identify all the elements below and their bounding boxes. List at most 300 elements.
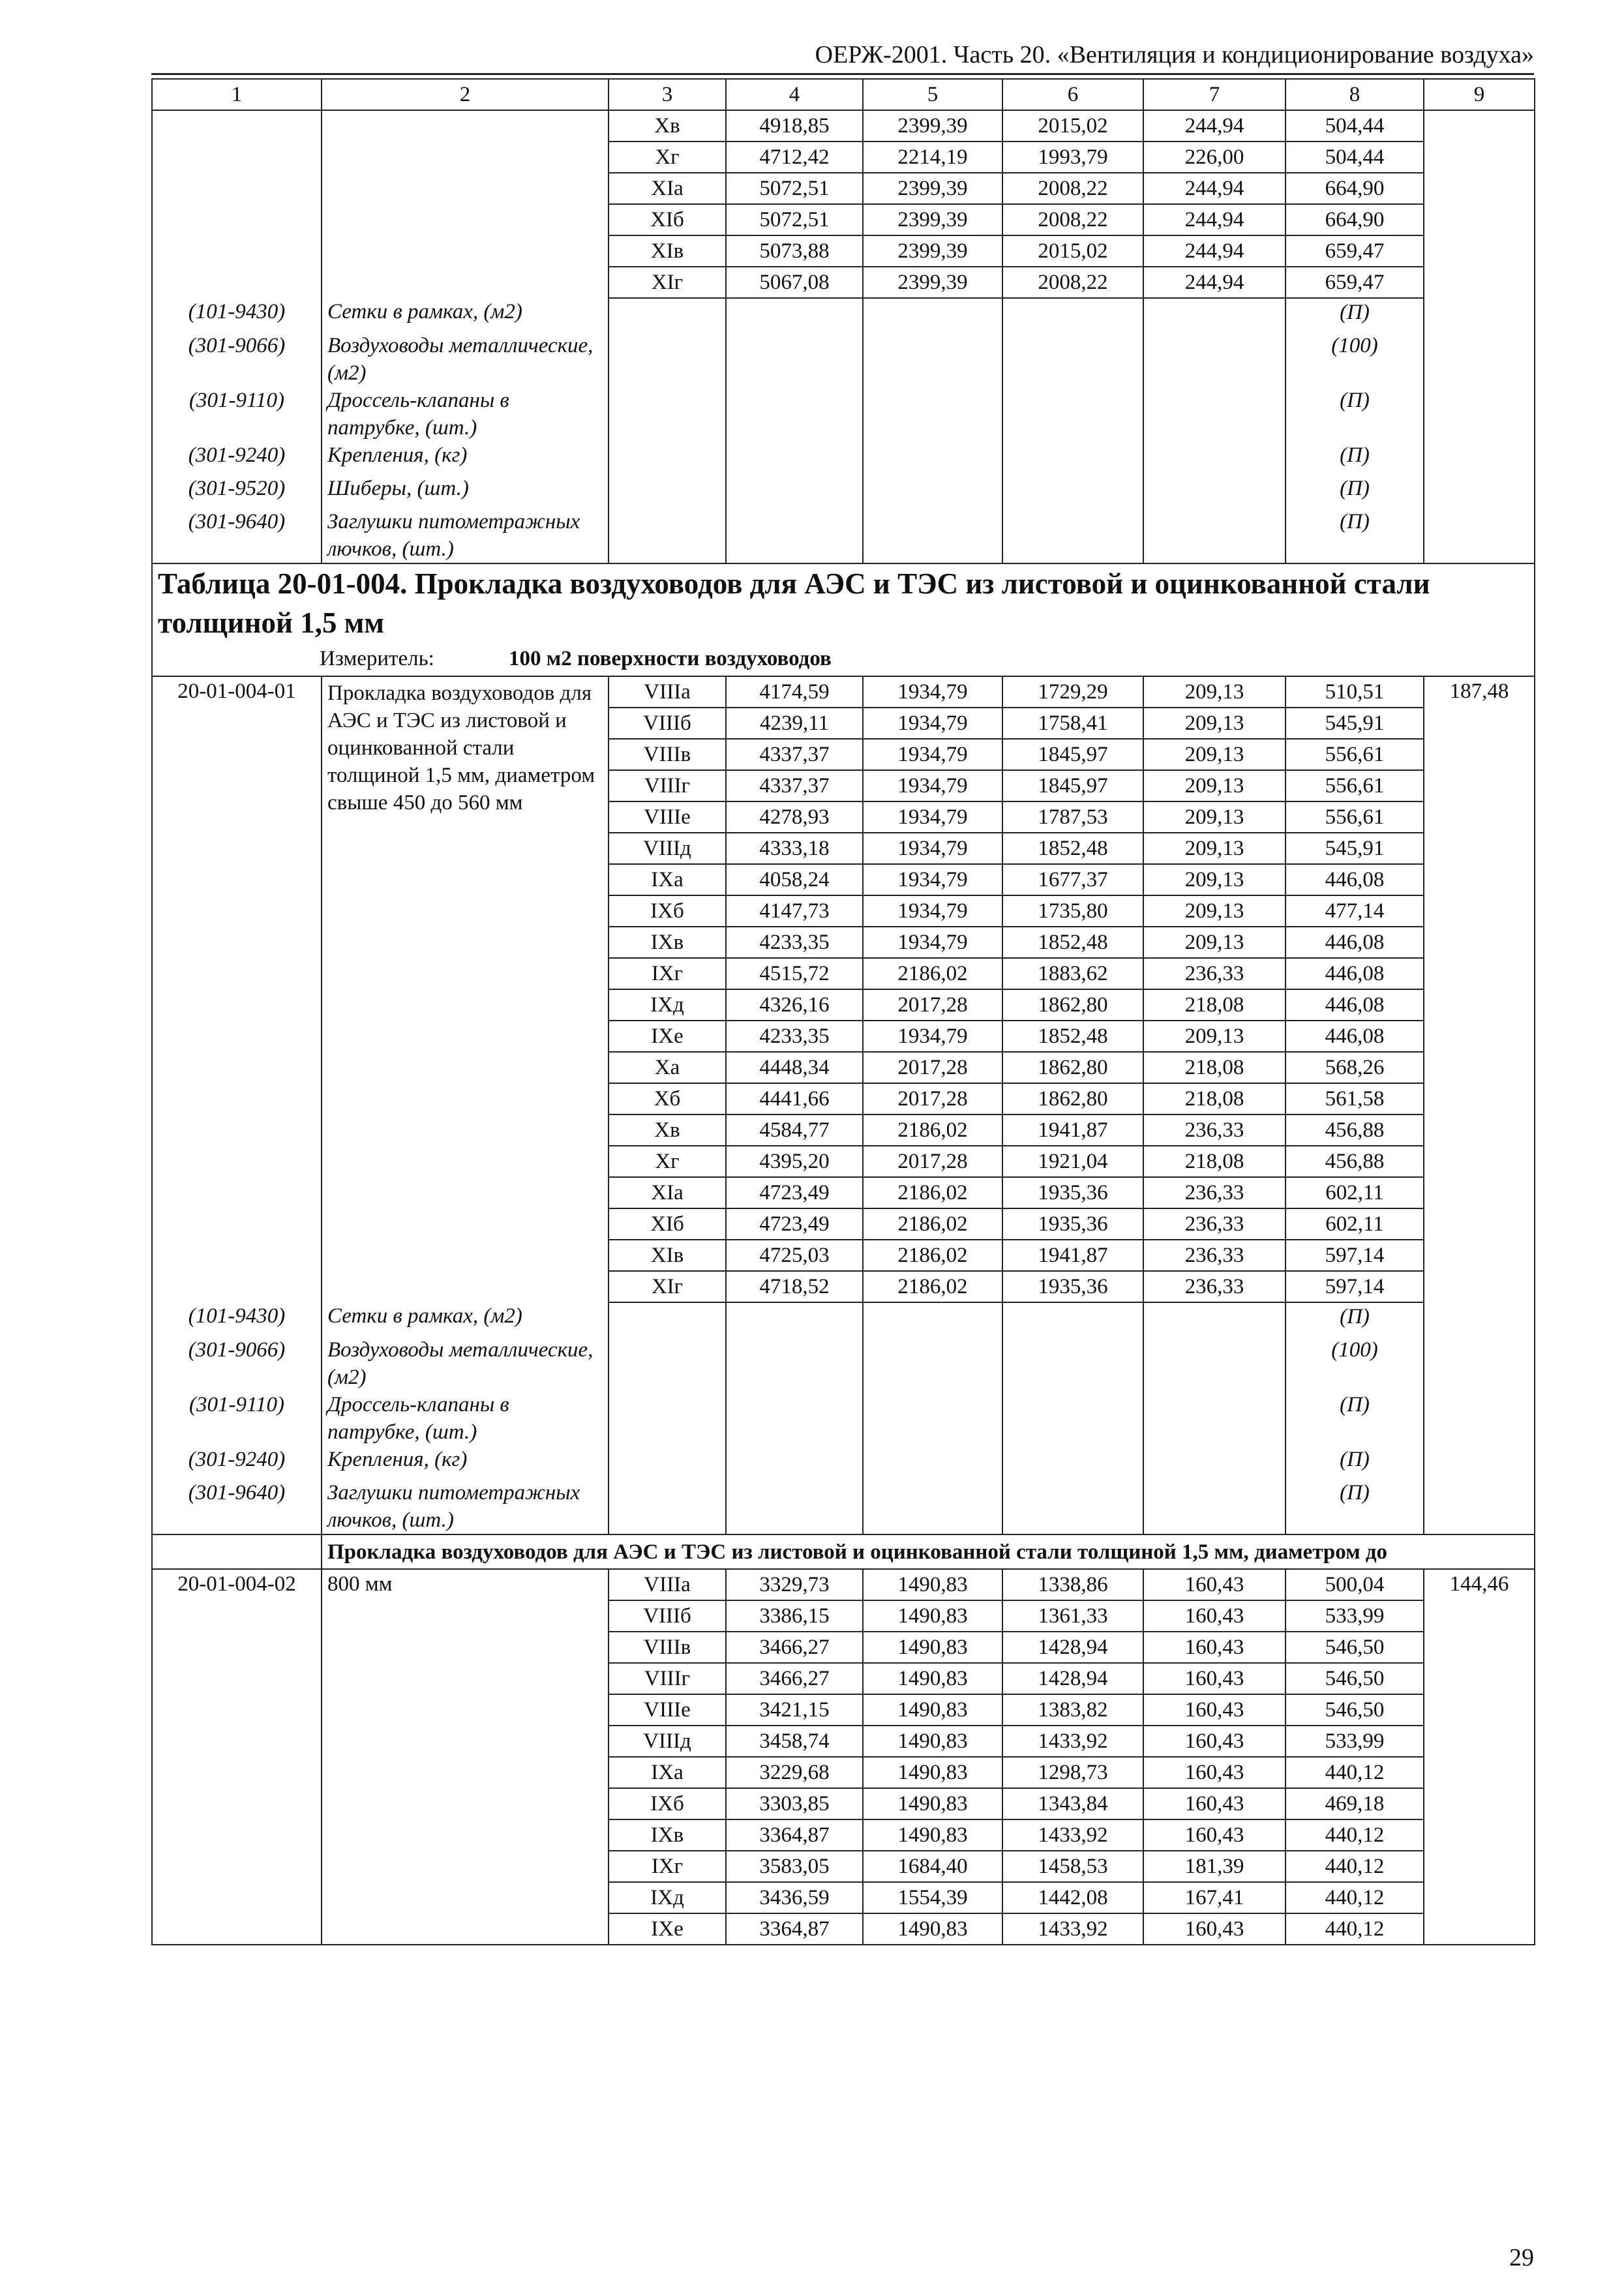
resource-name: Воздуховоды металлические, (м2) [322, 1336, 609, 1391]
zone-cell: VIIIа [609, 676, 726, 708]
rates-table [151, 78, 1535, 1945]
resource-row [152, 475, 1535, 508]
table-title-row [152, 563, 1535, 642]
value-cell: 218,08 [1143, 1083, 1286, 1115]
empty-cell [1424, 1479, 1535, 1534]
zone-cell: XIб [609, 204, 726, 235]
value-cell: 160,43 [1143, 1726, 1286, 1757]
value-cell: 1934,79 [863, 833, 1002, 864]
empty-cell [863, 1446, 1002, 1479]
resource-row [152, 298, 1535, 332]
empty-cell [609, 332, 726, 387]
column-number: 5 [863, 79, 1002, 110]
value-cell: 1758,41 [1002, 708, 1143, 739]
value-cell: 4515,72 [726, 958, 863, 989]
zone-cell: VIIIб [609, 1600, 726, 1632]
value-cell: 659,47 [1286, 235, 1424, 267]
value-cell: 209,13 [1143, 864, 1286, 895]
zone-cell: Xг [609, 142, 726, 173]
value-cell: 477,14 [1286, 895, 1424, 927]
resource-code: (301-9066) [152, 332, 322, 387]
zone-cell: IXд [609, 1882, 726, 1913]
value-cell: 561,58 [1286, 1083, 1424, 1115]
page-number: 29 [1509, 2244, 1534, 2271]
column-number: 2 [322, 79, 609, 110]
zone-cell: VIIIд [609, 833, 726, 864]
value-cell: 4058,24 [726, 864, 863, 895]
empty-cell [1002, 298, 1143, 332]
value-cell: 160,43 [1143, 1757, 1286, 1788]
resource-name: Крепления, (кг) [322, 1446, 609, 1479]
resource-name: Дроссель-клапаны в патрубке, (шт.) [322, 387, 609, 441]
empty-cell [1143, 1336, 1286, 1391]
value-cell: 1935,36 [1002, 1271, 1143, 1302]
value-cell: 1338,86 [1002, 1569, 1143, 1600]
value-cell: 3436,59 [726, 1882, 863, 1913]
empty-cell [1002, 1479, 1143, 1534]
value-cell: 160,43 [1143, 1788, 1286, 1819]
empty-cell [1002, 441, 1143, 475]
value-cell: 2214,19 [863, 142, 1002, 173]
value-cell: 1934,79 [863, 739, 1002, 770]
empty-cell [863, 387, 1002, 441]
resource-row [152, 1446, 1535, 1479]
resource-name: Заглушки питометражных лючков, (шт.) [322, 508, 609, 563]
value-cell: 160,43 [1143, 1569, 1286, 1600]
value-cell: 446,08 [1286, 958, 1424, 989]
value-cell: 1490,83 [863, 1788, 1002, 1819]
empty-cell [609, 298, 726, 332]
value-cell: 5072,51 [726, 204, 863, 235]
value-cell: 533,99 [1286, 1726, 1424, 1757]
value-cell: 664,90 [1286, 204, 1424, 235]
value-cell: 597,14 [1286, 1240, 1424, 1271]
value-cell: 1934,79 [863, 708, 1002, 739]
resource-qty: (П) [1286, 1446, 1424, 1479]
value-cell: 440,12 [1286, 1851, 1424, 1882]
zone-cell: XIа [609, 1177, 726, 1208]
subheading: Прокладка воздуховодов для АЭС и ТЭС из листовой и оцинкованной стали толщиной 1,5 мм, диаметром до [322, 1534, 1535, 1569]
resource-qty: (П) [1286, 441, 1424, 475]
item-code: 20-01-004-01 [152, 676, 322, 1302]
value-cell: 440,12 [1286, 1882, 1424, 1913]
value-cell: 181,39 [1143, 1851, 1286, 1882]
zone-cell: IXг [609, 1851, 726, 1882]
resource-qty: (П) [1286, 1302, 1424, 1336]
empty-cell [863, 1391, 1002, 1446]
value-cell: 1490,83 [863, 1726, 1002, 1757]
value-cell: 244,94 [1143, 267, 1286, 298]
measure-value: 100 м2 поверхности воздуховодов [509, 647, 832, 670]
value-cell: 236,33 [1143, 1240, 1286, 1271]
empty-cell [1002, 1302, 1143, 1336]
value-cell: 1428,94 [1002, 1632, 1143, 1663]
value-cell: 218,08 [1143, 1146, 1286, 1177]
empty-cell [609, 1336, 726, 1391]
resource-row [152, 1336, 1535, 1391]
zone-cell: VIIIа [609, 1569, 726, 1600]
value-cell: 3466,27 [726, 1663, 863, 1694]
value-cell: 2399,39 [863, 110, 1002, 142]
value-cell: 2399,39 [863, 267, 1002, 298]
empty-cell [609, 387, 726, 441]
zone-cell: IXб [609, 895, 726, 927]
value-cell: 2008,22 [1002, 173, 1143, 204]
value-cell: 209,13 [1143, 770, 1286, 801]
empty-cell [152, 1534, 322, 1569]
empty-cell [1143, 1391, 1286, 1446]
empty-cell [609, 475, 726, 508]
value-cell: 1921,04 [1002, 1146, 1143, 1177]
item-code: 20-01-004-02 [152, 1569, 322, 1945]
value-cell: 469,18 [1286, 1788, 1424, 1819]
value-cell: 4326,16 [726, 989, 863, 1021]
value-cell: 218,08 [1143, 989, 1286, 1021]
value-cell: 3229,68 [726, 1757, 863, 1788]
resource-name: Воздуховоды металлические, (м2) [322, 332, 609, 387]
resource-name: Сетки в рамках, (м2) [322, 1302, 609, 1336]
empty-cell [1143, 441, 1286, 475]
value-cell: 2399,39 [863, 173, 1002, 204]
value-cell: 1852,48 [1002, 833, 1143, 864]
empty-cell [1143, 508, 1286, 563]
code-cell [152, 110, 322, 298]
value-cell: 440,12 [1286, 1757, 1424, 1788]
subheading-row [152, 1534, 1535, 1569]
zone-cell: XIв [609, 1240, 726, 1271]
value-cell: 1883,62 [1002, 958, 1143, 989]
table-row [152, 676, 1535, 708]
empty-cell [726, 1302, 863, 1336]
empty-cell [1002, 332, 1143, 387]
value-cell: 500,04 [1286, 1569, 1424, 1600]
resource-qty: (П) [1286, 508, 1424, 563]
value-cell: 2017,28 [863, 989, 1002, 1021]
value-cell: 209,13 [1143, 801, 1286, 833]
resource-code: (101-9430) [152, 298, 322, 332]
value-cell: 446,08 [1286, 927, 1424, 958]
value-cell: 3364,87 [726, 1913, 863, 1945]
value-cell: 244,94 [1143, 173, 1286, 204]
column-number-row [152, 79, 1535, 110]
resource-code: (301-9110) [152, 387, 322, 441]
resource-qty: (П) [1286, 475, 1424, 508]
value-cell: 4239,11 [726, 708, 863, 739]
value-cell: 3303,85 [726, 1788, 863, 1819]
value-cell: 4337,37 [726, 770, 863, 801]
resource-name: Заглушки питометражных лючков, (шт.) [322, 1479, 609, 1534]
value-cell: 3364,87 [726, 1819, 863, 1851]
empty-cell [1002, 387, 1143, 441]
value-cell: 209,13 [1143, 927, 1286, 958]
empty-cell [1424, 1336, 1535, 1391]
value-cell: 160,43 [1143, 1632, 1286, 1663]
value-cell: 244,94 [1143, 235, 1286, 267]
value-cell: 545,91 [1286, 833, 1424, 864]
zone-cell: IXа [609, 864, 726, 895]
value-cell: 1862,80 [1002, 989, 1143, 1021]
value-cell: 2017,28 [863, 1146, 1002, 1177]
empty-cell [1002, 1336, 1143, 1391]
value-cell: 1845,97 [1002, 770, 1143, 801]
value-cell: 1852,48 [1002, 927, 1143, 958]
empty-cell [726, 387, 863, 441]
value-cell: 1433,92 [1002, 1819, 1143, 1851]
value-cell: 3329,73 [726, 1569, 863, 1600]
empty-cell [1002, 1446, 1143, 1479]
empty-cell [609, 508, 726, 563]
empty-cell [1002, 1391, 1143, 1446]
zone-cell: XIб [609, 1208, 726, 1240]
value-cell: 664,90 [1286, 173, 1424, 204]
empty-cell [1143, 1446, 1286, 1479]
value-cell: 1554,39 [863, 1882, 1002, 1913]
value-cell: 160,43 [1143, 1694, 1286, 1726]
value-cell: 456,88 [1286, 1115, 1424, 1146]
measure-row [152, 642, 1535, 676]
zone-cell: IXв [609, 927, 726, 958]
zone-cell: Xв [609, 1115, 726, 1146]
empty-cell [863, 1302, 1002, 1336]
table-row [152, 110, 1535, 142]
empty-cell [1424, 508, 1535, 563]
name-cell [322, 110, 609, 298]
value-cell: 2186,02 [863, 1240, 1002, 1271]
zone-cell: XIг [609, 267, 726, 298]
value-cell: 440,12 [1286, 1819, 1424, 1851]
value-cell: 2399,39 [863, 204, 1002, 235]
value-cell: 602,11 [1286, 1208, 1424, 1240]
zone-cell: Xа [609, 1052, 726, 1083]
empty-cell [1143, 1479, 1286, 1534]
col9-cell [1424, 110, 1535, 298]
empty-cell [1424, 1391, 1535, 1446]
value-cell: 4233,35 [726, 1021, 863, 1052]
value-cell: 160,43 [1143, 1913, 1286, 1945]
value-cell: 2186,02 [863, 1177, 1002, 1208]
value-cell: 597,14 [1286, 1271, 1424, 1302]
value-cell: 1845,97 [1002, 739, 1143, 770]
empty-cell [863, 508, 1002, 563]
value-cell: 1490,83 [863, 1819, 1002, 1851]
empty-cell [726, 508, 863, 563]
value-cell: 2008,22 [1002, 204, 1143, 235]
value-cell: 1428,94 [1002, 1663, 1143, 1694]
empty-cell [726, 1479, 863, 1534]
labor-cost: 187,48 [1424, 676, 1535, 1302]
empty-cell [1002, 475, 1143, 508]
value-cell: 1677,37 [1002, 864, 1143, 895]
resource-code: (301-9240) [152, 441, 322, 475]
resource-code: (101-9430) [152, 1302, 322, 1336]
value-cell: 209,13 [1143, 708, 1286, 739]
zone-cell: VIIIг [609, 770, 726, 801]
zone-cell: VIIIв [609, 739, 726, 770]
value-cell: 3458,74 [726, 1726, 863, 1757]
zone-cell: IXб [609, 1788, 726, 1819]
column-number: 3 [609, 79, 726, 110]
value-cell: 2186,02 [863, 1115, 1002, 1146]
zone-cell: VIIIг [609, 1663, 726, 1694]
value-cell: 3466,27 [726, 1632, 863, 1663]
value-cell: 602,11 [1286, 1177, 1424, 1208]
empty-cell [863, 298, 1002, 332]
resource-row [152, 508, 1535, 563]
resource-code: (301-9640) [152, 508, 322, 563]
value-cell: 1934,79 [863, 895, 1002, 927]
value-cell: 659,47 [1286, 267, 1424, 298]
value-cell: 4174,59 [726, 676, 863, 708]
value-cell: 1343,84 [1002, 1788, 1143, 1819]
value-cell: 236,33 [1143, 1177, 1286, 1208]
empty-cell [609, 1391, 726, 1446]
zone-cell: VIIIв [609, 1632, 726, 1663]
value-cell: 1361,33 [1002, 1600, 1143, 1632]
value-cell: 1490,83 [863, 1913, 1002, 1945]
zone-cell: IXг [609, 958, 726, 989]
value-cell: 1862,80 [1002, 1083, 1143, 1115]
value-cell: 1490,83 [863, 1632, 1002, 1663]
zone-cell: Xг [609, 1146, 726, 1177]
value-cell: 160,43 [1143, 1819, 1286, 1851]
empty-cell [726, 332, 863, 387]
value-cell: 1934,79 [863, 927, 1002, 958]
column-number: 8 [1286, 79, 1424, 110]
empty-cell [1424, 475, 1535, 508]
value-cell: 2399,39 [863, 235, 1002, 267]
empty-cell [1002, 508, 1143, 563]
value-cell: 1934,79 [863, 801, 1002, 833]
value-cell: 1993,79 [1002, 142, 1143, 173]
value-cell: 1934,79 [863, 676, 1002, 708]
empty-cell [1424, 441, 1535, 475]
value-cell: 1490,83 [863, 1600, 1002, 1632]
zone-cell: XIв [609, 235, 726, 267]
empty-cell [726, 1336, 863, 1391]
value-cell: 1458,53 [1002, 1851, 1143, 1882]
value-cell: 4725,03 [726, 1240, 863, 1271]
resource-name: Дроссель-клапаны в патрубке, (шт.) [322, 1391, 609, 1446]
value-cell: 546,50 [1286, 1632, 1424, 1663]
value-cell: 1935,36 [1002, 1177, 1143, 1208]
value-cell: 3386,15 [726, 1600, 863, 1632]
empty-cell [726, 1446, 863, 1479]
column-number: 7 [1143, 79, 1286, 110]
empty-cell [1143, 298, 1286, 332]
value-cell: 4712,42 [726, 142, 863, 173]
zone-cell: IXа [609, 1757, 726, 1788]
value-cell: 4723,49 [726, 1177, 863, 1208]
resource-qty: (100) [1286, 332, 1424, 387]
value-cell: 209,13 [1143, 739, 1286, 770]
column-number: 1 [152, 79, 322, 110]
empty-cell [609, 1446, 726, 1479]
empty-cell [1424, 298, 1535, 332]
empty-cell [726, 298, 863, 332]
resource-row [152, 387, 1535, 441]
zone-cell: VIIIе [609, 1694, 726, 1726]
value-cell: 4718,52 [726, 1271, 863, 1302]
value-cell: 4395,20 [726, 1146, 863, 1177]
zone-cell: XIа [609, 173, 726, 204]
value-cell: 504,44 [1286, 142, 1424, 173]
value-cell: 556,61 [1286, 739, 1424, 770]
value-cell: 1442,08 [1002, 1882, 1143, 1913]
measure-label: Измеритель: [320, 647, 434, 670]
value-cell: 3583,05 [726, 1851, 863, 1882]
empty-cell [1143, 1302, 1286, 1336]
empty-cell [609, 1479, 726, 1534]
value-cell: 4337,37 [726, 739, 863, 770]
resource-qty: (П) [1286, 1391, 1424, 1446]
value-cell: 2017,28 [863, 1083, 1002, 1115]
value-cell: 4584,77 [726, 1115, 863, 1146]
value-cell: 446,08 [1286, 864, 1424, 895]
value-cell: 1852,48 [1002, 1021, 1143, 1052]
value-cell: 1934,79 [863, 864, 1002, 895]
value-cell: 4233,35 [726, 927, 863, 958]
value-cell: 510,51 [1286, 676, 1424, 708]
value-cell: 1934,79 [863, 770, 1002, 801]
zone-cell: Xб [609, 1083, 726, 1115]
value-cell: 2015,02 [1002, 110, 1143, 142]
value-cell: 4918,85 [726, 110, 863, 142]
resource-code: (301-9110) [152, 1391, 322, 1446]
resource-row [152, 1391, 1535, 1446]
value-cell: 4448,34 [726, 1052, 863, 1083]
value-cell: 1490,83 [863, 1663, 1002, 1694]
resource-qty: (П) [1286, 387, 1424, 441]
measure-cell [152, 642, 1535, 676]
value-cell: 5072,51 [726, 173, 863, 204]
zone-cell: Xв [609, 110, 726, 142]
value-cell: 1729,29 [1002, 676, 1143, 708]
value-cell: 1934,79 [863, 1021, 1002, 1052]
value-cell: 209,13 [1143, 676, 1286, 708]
value-cell: 236,33 [1143, 1271, 1286, 1302]
empty-cell [726, 1391, 863, 1446]
zone-cell: XIг [609, 1271, 726, 1302]
resource-code: (301-9240) [152, 1446, 322, 1479]
empty-cell [1143, 332, 1286, 387]
value-cell: 2015,02 [1002, 235, 1143, 267]
resource-row [152, 1479, 1535, 1534]
value-cell: 160,43 [1143, 1600, 1286, 1632]
empty-cell [1424, 387, 1535, 441]
header-rule [151, 73, 1534, 75]
value-cell: 218,08 [1143, 1052, 1286, 1083]
value-cell: 568,26 [1286, 1052, 1424, 1083]
item-name: 800 мм [322, 1569, 609, 1945]
value-cell: 1298,73 [1002, 1757, 1143, 1788]
value-cell: 1433,92 [1002, 1913, 1143, 1945]
value-cell: 1490,83 [863, 1757, 1002, 1788]
value-cell: 456,88 [1286, 1146, 1424, 1177]
empty-cell [1424, 1302, 1535, 1336]
value-cell: 4147,73 [726, 895, 863, 927]
value-cell: 2186,02 [863, 1208, 1002, 1240]
value-cell: 2186,02 [863, 958, 1002, 989]
value-cell: 209,13 [1143, 833, 1286, 864]
labor-cost: 144,46 [1424, 1569, 1535, 1945]
value-cell: 1941,87 [1002, 1240, 1143, 1271]
resource-name: Шиберы, (шт.) [322, 475, 609, 508]
resource-row [152, 1302, 1535, 1336]
empty-cell [726, 441, 863, 475]
value-cell: 1735,80 [1002, 895, 1143, 927]
value-cell: 160,43 [1143, 1663, 1286, 1694]
value-cell: 2017,28 [863, 1052, 1002, 1083]
